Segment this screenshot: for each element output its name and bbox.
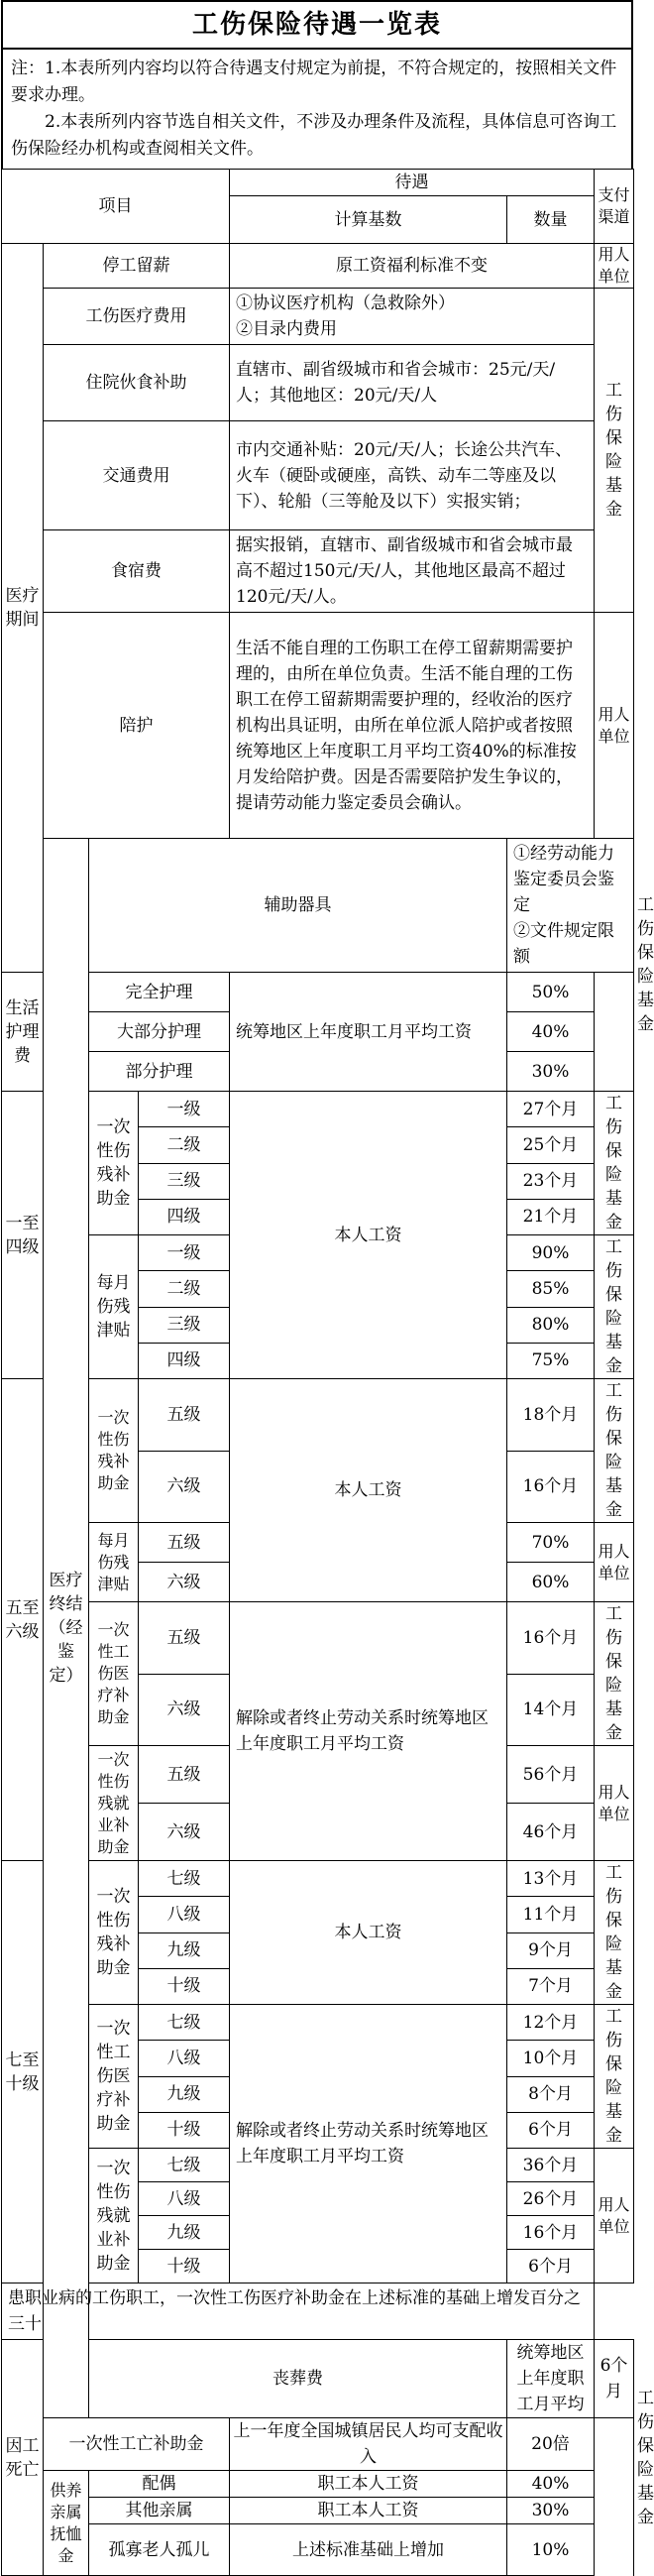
med-cost-text — [230, 289, 595, 345]
dependent-qty: 40% — [507, 2471, 595, 2498]
stop-pay-base: 原工资福利标准不变 — [230, 244, 595, 289]
g710-base-2: 解除或者终止劳动关系时统筹地区上年度职工月平均工资 — [230, 2005, 507, 2283]
care-row-qty: 40% — [507, 1012, 595, 1052]
med-cost-name: 工伤医疗费用 — [44, 289, 230, 345]
header-base: 计算基数 — [230, 196, 507, 244]
dependent-base: 职工本人工资 — [230, 2498, 507, 2524]
g710-lump-channel: 工伤保险基金 — [595, 1861, 634, 2005]
death-lump-base: 上一年度全国城镇居民人均可支配收入 — [230, 2418, 507, 2471]
occupational-disease-note: 患职业病的工伤职工，一次性工伤医疗补助金在上述标准的基础上增发百分之三十 — [2, 2283, 595, 2340]
grade-qty: 9个月 — [507, 1932, 595, 1968]
grade-qty: 85% — [507, 1271, 595, 1307]
nursing-channel: 用人单位 — [595, 613, 634, 839]
grade-level: 七级 — [139, 2149, 230, 2182]
g14-base: 本人工资 — [230, 1092, 507, 1379]
dependent-qty: 10% — [507, 2524, 595, 2576]
grade-qty: 36个月 — [507, 2149, 595, 2182]
g710-lump-name: 一次性伤残补助金 — [89, 1861, 139, 2005]
death-lump-name: 一次性工亡补助金 — [44, 2418, 230, 2471]
medical-period-label: 医疗期间 — [2, 244, 44, 973]
nursing-name: 陪护 — [44, 613, 230, 839]
grade-level: 六级 — [139, 1804, 230, 1861]
care-base: 统筹地区上年度职工月平均工资 — [230, 973, 507, 1092]
grade-level: 四级 — [139, 1343, 230, 1378]
grade-level: 三级 — [139, 1307, 230, 1343]
grade-level: 二级 — [139, 1127, 230, 1163]
medical-fund-channel: 工伤保险基金 — [595, 289, 634, 613]
transport-name: 交通费用 — [44, 421, 230, 530]
funeral-name: 丧葬费 — [89, 2340, 507, 2418]
header-benefit: 待遇 — [230, 170, 595, 196]
grade-qty: 80% — [507, 1307, 595, 1343]
grade-qty: 25个月 — [507, 1127, 595, 1163]
g56-employ-channel: 用人单位 — [595, 1746, 634, 1861]
dependent-label: 供养亲属抚恤金 — [44, 2471, 89, 2576]
grade-qty: 46个月 — [507, 1804, 595, 1861]
aids-line-1: ①经劳动能力鉴定委员会鉴定 — [513, 844, 614, 915]
g56-monthly-name: 每月伤残津贴 — [89, 1523, 139, 1602]
g56-medsub-name: 一次性工伤医疗补助金 — [89, 1602, 139, 1746]
grade-1-4-label: 一至四级 — [2, 1092, 44, 1379]
g14-monthly-name: 每月伤残津贴 — [89, 1235, 139, 1379]
grade-level: 七级 — [139, 2005, 230, 2041]
header-channel: 支付渠道 — [595, 170, 634, 244]
g56-monthly-channel: 用人单位 — [595, 1523, 634, 1602]
grade-qty: 16个月 — [507, 2216, 595, 2250]
grade-level: 十级 — [139, 2112, 230, 2148]
stop-pay-channel: 用人单位 — [595, 244, 634, 289]
dependent-base: 职工本人工资 — [230, 2471, 507, 2498]
grade-qty: 70% — [507, 1523, 595, 1563]
g710-employ-channel: 用人单位 — [595, 2149, 634, 2283]
care-row-name: 大部分护理 — [89, 1012, 230, 1052]
grade-level: 七级 — [139, 1861, 230, 1897]
funeral-qty: 6个月 — [595, 2340, 634, 2418]
med-cost-line-1: ①协议医疗机构（急救除外） — [236, 293, 455, 313]
dependent-base: 上述标准基础上增加 — [230, 2524, 507, 2576]
grade-level: 八级 — [139, 1897, 230, 1932]
stop-pay-name: 停工留薪 — [44, 244, 230, 289]
dependent-name: 孤寡老人孤儿 — [89, 2524, 230, 2576]
header-qty: 数量 — [507, 196, 595, 244]
grade-qty: 6个月 — [507, 2250, 595, 2283]
grade-level: 五级 — [139, 1746, 230, 1804]
g56-base-1: 本人工资 — [230, 1379, 507, 1602]
g56-employ-name: 一次性伤残就业补助金 — [89, 1746, 139, 1861]
note-1: 注：1.本表所列内容均以符合待遇支付规定为前提，不符合规定的，按照相关文件要求办理。 — [11, 59, 617, 105]
g56-medsub-channel: 工伤保险基金 — [595, 1602, 634, 1746]
g710-medsub-name: 一次性工伤医疗补助金 — [89, 2005, 139, 2149]
g14-lump-name: 一次性伤残补助金 — [89, 1092, 139, 1235]
grade-qty: 60% — [507, 1563, 595, 1602]
grade-qty: 12个月 — [507, 2005, 595, 2041]
nursing-text: 生活不能自理的工伤职工在停工留薪期需要护理的，由所在单位负责。生活不能自理的工伤职工在停工留薪期需要护理的，经收治的医疗机构出具证明，由所在单位派人陪护或者按照统筹地区上年度职工月平均工资40%的标准按月发给陪护费。因是否需要陪护发生争议的，提请劳动能力鉴定委员会确认。 — [230, 613, 595, 839]
grade-level: 十级 — [139, 1968, 230, 2004]
food-name: 住院伙食补助 — [44, 345, 230, 421]
grade-level: 五级 — [139, 1602, 230, 1675]
grade-level: 八级 — [139, 2041, 230, 2076]
care-row-qty: 30% — [507, 1052, 595, 1092]
grade-qty: 16个月 — [507, 1602, 595, 1675]
grade-level: 六级 — [139, 1674, 230, 1746]
aids-name: 辅助器具 — [89, 839, 507, 973]
grade-level: 六级 — [139, 1563, 230, 1602]
g56-lump-name: 一次性伤残补助金 — [89, 1379, 139, 1523]
grade-level: 一级 — [139, 1092, 230, 1127]
care-row-name: 部分护理 — [89, 1052, 230, 1092]
care-row-name: 完全护理 — [89, 973, 230, 1012]
grade-level: 四级 — [139, 1199, 230, 1234]
grade-level: 五级 — [139, 1523, 230, 1563]
grade-level: 六级 — [139, 1451, 230, 1523]
g56-lump-channel: 工伤保险基金 — [595, 1379, 634, 1523]
grade-level: 三级 — [139, 1163, 230, 1199]
grade-level: 一级 — [139, 1235, 230, 1271]
grade-qty: 75% — [507, 1343, 595, 1378]
grade-qty: 13个月 — [507, 1861, 595, 1897]
dependent-name: 其他亲属 — [89, 2498, 230, 2524]
lodging-name: 食宿费 — [44, 530, 230, 613]
grade-qty: 6个月 — [507, 2112, 595, 2148]
grade-qty: 21个月 — [507, 1199, 595, 1234]
med-cost-line-2: ②目录内费用 — [236, 319, 337, 339]
care-label: 生活护理费 — [2, 973, 44, 1092]
notes — [1, 48, 633, 169]
grade-level: 五级 — [139, 1379, 230, 1452]
grade-5-6-label: 五至六级 — [2, 1379, 44, 1861]
document-page — [1, 0, 654, 2576]
lodging-text: 据实报销，直辖市、副省级城市和省会城市最高不超过150元/天/人，其他地区最高不超过120元/天/人。 — [230, 530, 595, 613]
g56-base-2: 解除或者终止劳动关系时统筹地区上年度职工月平均工资 — [230, 1602, 507, 1861]
death-lump-qty: 20倍 — [507, 2418, 595, 2471]
grade-qty: 18个月 — [507, 1379, 595, 1452]
grade-level: 九级 — [139, 1932, 230, 1968]
grade-qty: 11个月 — [507, 1897, 595, 1932]
note-2: 2.本表所列内容节选自相关文件，不涉及办理条件及流程，具体信息可咨询工伤保险经办机构或查阅相关文件。 — [11, 112, 617, 159]
g710-employ-name: 一次性伤残就业补助金 — [89, 2149, 139, 2283]
g710-base-1: 本人工资 — [230, 1861, 507, 2005]
grade-qty: 56个月 — [507, 1746, 595, 1804]
grade-level: 二级 — [139, 1271, 230, 1307]
grade-qty: 10个月 — [507, 2041, 595, 2076]
grade-qty: 7个月 — [507, 1968, 595, 2004]
benefit-table: 项目 待遇 支付渠道 计算基数 数量 医疗期间 停工留薪 原工资福利标准不变 用人单位 工伤医疗费用 ①协议医疗机构（急救除外） ②目录内费用 工伤保险基金 住院伙食补助 直辖市、副省级城市和省会城市：25元/天/人；其他地区：20元/天/人 交通费用 市内交通补贴：20元/天/人；长途公共汽车、火车（硬卧或硬座，高铁、动车二等座及以下）、轮船（三等舱及以下）实报实销； 食宿费 据实报销，直辖市、副省级城市和省会城市最高不超过150元/天/人，其他地区最高不超过120元/天/人。 陪护 生活不能自理的工伤职工在停工留薪期需要护理的，由所在单位负责。生活不能自理的工伤职工在停工留薪期需要护理的，经收治的医疗机构出具证明，由所在单位派人陪护或者按照统筹地区上年度职工月平均工资40%的标准按月发给陪护费。因是否需要陪护发生争议的，提请劳动能力鉴定委员会确认。 用人单位 医疗终结（经鉴定） 辅助器具 ①经劳动能力鉴定委员会鉴定 ②文件规定限额 工伤保险基金 生活护理费 完全护理 统筹地区上年度职工月平均工资 50% 大部分护理 40% 部分护理 30% 一至四级 一次性伤残补助金 一级 本人工资 27个月 工伤保险基金 二级 25个月 三级 23个月 四级 21个月 每月伤残津贴 一级 90% 工伤保险基金 二级 85% 三级 80% 四级 75% 五至六级 一次性伤残补助金 五级 本人工资 18个月 工伤保险基金 六级 16个月 每月伤残津贴 五级 70% 用人单位 六级 60% 一次性工伤医疗补助金 五级 解除或者终止劳动关系时统筹地区上年度职工月平均工资 16个月 工伤保险基金 六级 14个月 一次性伤残就业补助金 五级 56个月 用人单位 六级 46个月 七至十级 一次性伤残补助金 七级 本人工资 13个月 工伤保险基金 八级 11个月 九级 9个月 十级 7个月 一次性工伤医疗补助金 七级 解除或者终止劳动关系时统筹地区上年度职工月平均工资 12个月 工伤保险基金 八级 10个月 九级 8个月 十级 6个月 一次性伤残就业补助金 七级 36个月 用人单位 八级 26个月 九级 16个月 十级 6个月 患职业病的工伤职工，一次性工伤医疗补助金在上述标准的基础上增发百分之三十 因工死亡 丧葬费 统筹地区上年度职工月平均 6个月 工伤保险基金 一次性工亡补助金 上一年度全国城镇居民人均可支配收入 20倍 供养亲属抚恤金 配偶 职工本人工资 40% 其他亲属 职工本人工资 30% 孤寡老人孤儿 上述标准基础上增加 10% — [1, 169, 634, 2576]
grade-qty: 27个月 — [507, 1092, 595, 1127]
header-item: 项目 — [2, 170, 230, 244]
grade-qty: 16个月 — [507, 1451, 595, 1523]
grade-level: 九级 — [139, 2216, 230, 2250]
transport-text: 市内交通补贴：20元/天/人；长途公共汽车、火车（硬卧或硬座，高铁、动车二等座及以下）、轮船（三等舱及以下）实报实销； — [230, 421, 595, 530]
g14-lump-channel: 工伤保险基金 — [595, 1092, 634, 1235]
grade-qty: 23个月 — [507, 1163, 595, 1199]
document-title: 工伤保险待遇一览表 — [1, 0, 633, 48]
grade-7-10-label: 七至十级 — [2, 1861, 44, 2283]
grade-qty: 26个月 — [507, 2182, 595, 2216]
grade-qty: 90% — [507, 1235, 595, 1271]
care-row-qty: 50% — [507, 973, 595, 1012]
grade-level: 九级 — [139, 2076, 230, 2112]
funeral-base: 统筹地区上年度职工月平均 — [507, 2340, 595, 2418]
grade-qty: 14个月 — [507, 1674, 595, 1746]
dependent-qty: 30% — [507, 2498, 595, 2524]
g710-medsub-channel: 工伤保险基金 — [595, 2005, 634, 2149]
dependent-name: 配偶 — [89, 2471, 230, 2498]
end-period-label: 医疗终结（经鉴定） — [44, 839, 89, 2418]
grade-qty: 8个月 — [507, 2076, 595, 2112]
aids-line-2: ②文件规定限额 — [513, 921, 614, 967]
aids-text — [507, 839, 634, 973]
death-label: 因工死亡 — [2, 2340, 44, 2576]
food-text: 直辖市、副省级城市和省会城市：25元/天/人；其他地区：20元/天/人 — [230, 345, 595, 421]
grade-level: 八级 — [139, 2182, 230, 2216]
grade-level: 十级 — [139, 2250, 230, 2283]
g14-monthly-channel: 工伤保险基金 — [595, 1235, 634, 1379]
